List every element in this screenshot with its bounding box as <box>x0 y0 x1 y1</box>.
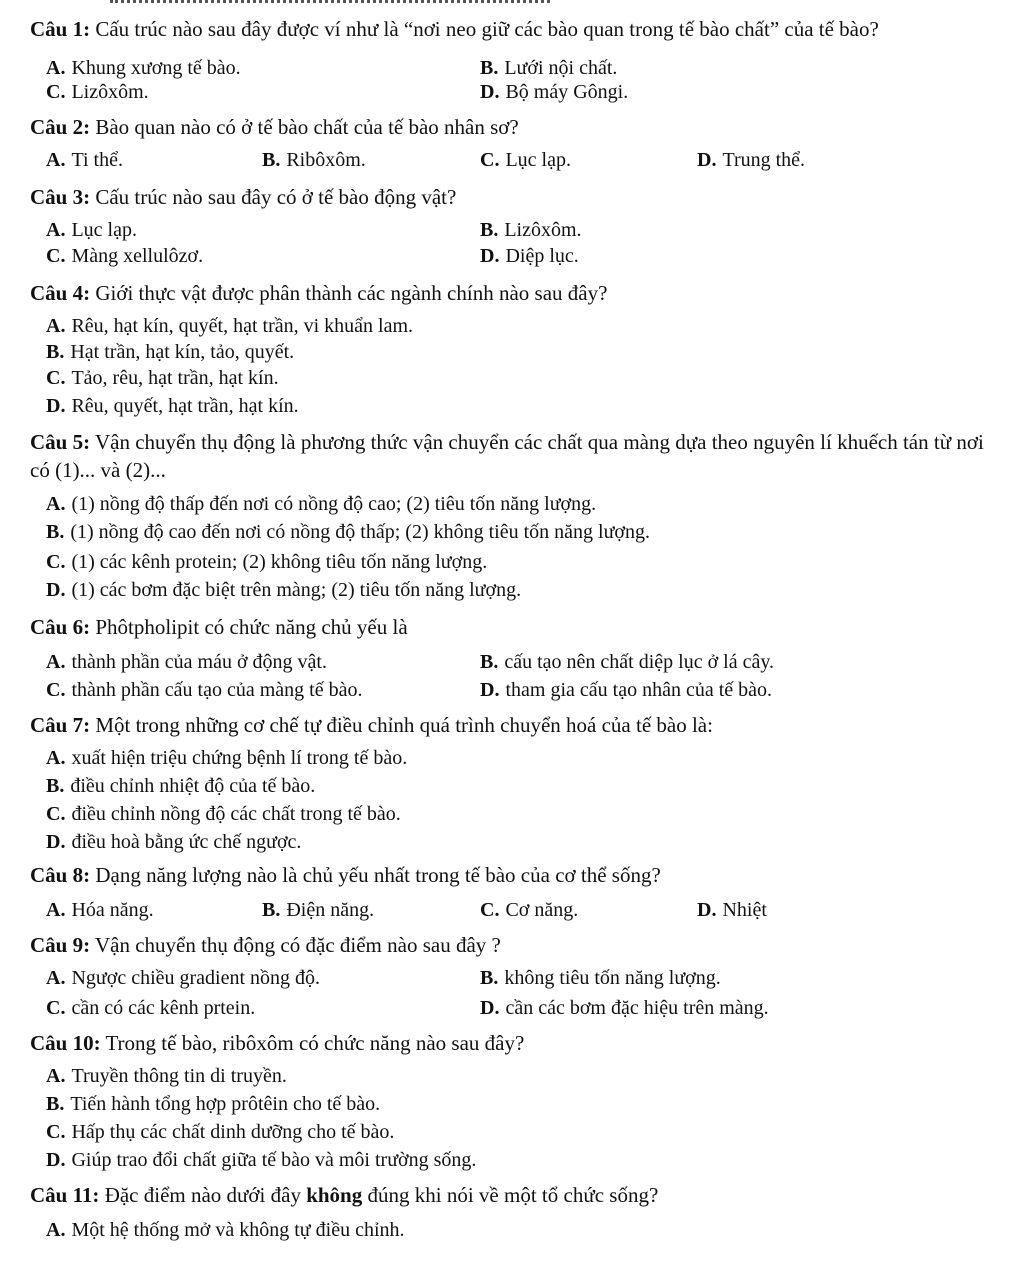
option-text: Hóa năng. <box>71 899 154 921</box>
option-text: Rêu, hạt kín, quyết, hạt trần, vi khuẩn lam. <box>71 315 414 337</box>
question-text: Trong tế bào, ribôxôm có chức năng nào sau đây? <box>105 1031 525 1055</box>
option-text: Ngược chiều gradient nồng độ. <box>71 967 321 989</box>
option-label: B. <box>262 149 281 171</box>
option-1c[interactable] <box>46 80 149 104</box>
option-text: Ti thể. <box>71 149 123 171</box>
question-text: Cấu trúc nào sau đây được ví như là “nơi neo giữ các bào quan trong tế bào chất” của tế bào? <box>95 17 879 41</box>
option-text: điều chỉnh nồng độ các chất trong tế bào. <box>71 803 401 825</box>
option-text: Màng xellulôzơ. <box>71 245 204 267</box>
option-label: D. <box>697 149 717 171</box>
question-text: Cấu trúc nào sau đây có ở tế bào động vật? <box>95 185 457 209</box>
question-1 <box>30 16 990 42</box>
question-7 <box>30 712 990 738</box>
option-label: B. <box>480 57 499 79</box>
option-label: A. <box>46 149 66 171</box>
option-6d[interactable] <box>480 678 772 702</box>
option-label: A. <box>46 315 66 337</box>
option-label: C. <box>46 367 66 389</box>
option-text: Hạt trần, hạt kín, tảo, quyết. <box>70 341 295 363</box>
option-text: Trung thể. <box>722 149 806 171</box>
option-label: B. <box>262 899 281 921</box>
question-number: Câu 11: <box>30 1183 100 1207</box>
option-label: D. <box>480 245 500 267</box>
option-text: Lục lạp. <box>71 219 137 241</box>
option-8a[interactable] <box>46 898 154 922</box>
option-text: Nhiệt <box>722 899 767 921</box>
option-4b[interactable] <box>46 340 294 364</box>
question-number: Câu 10: <box>30 1031 101 1055</box>
option-5c[interactable] <box>46 550 487 574</box>
question-3 <box>30 184 990 210</box>
option-label: A. <box>46 651 66 673</box>
question-text: Dạng năng lượng nào là chủ yếu nhất trong tế bào của cơ thể sống? <box>95 863 661 887</box>
option-3c[interactable] <box>46 244 203 268</box>
question-9 <box>30 932 990 958</box>
option-text: Lưới nội chất. <box>504 57 618 79</box>
option-7c[interactable] <box>46 802 401 826</box>
option-label: D. <box>480 679 500 701</box>
option-text: Cơ năng. <box>505 899 579 921</box>
question-number: Câu 7: <box>30 713 91 737</box>
option-8c[interactable] <box>480 898 578 922</box>
option-5d[interactable] <box>46 578 521 602</box>
question-text: Giới thực vật được phân thành các ngành chính nào sau đây? <box>95 281 608 305</box>
question-4 <box>30 280 990 306</box>
option-text: Ribôxôm. <box>286 149 366 171</box>
question-number: Câu 3: <box>30 185 91 209</box>
option-label: A. <box>46 899 66 921</box>
question-number: Câu 5: <box>30 430 91 454</box>
option-11a[interactable] <box>46 1218 405 1242</box>
option-text: Tảo, rêu, hạt trần, hạt kín. <box>71 367 279 389</box>
option-label: B. <box>480 219 499 241</box>
question-number: Câu 6: <box>30 615 91 639</box>
option-4c[interactable] <box>46 366 279 390</box>
question-5 <box>30 428 990 484</box>
option-8d[interactable] <box>697 898 767 922</box>
option-text: Rêu, quyết, hạt trần, hạt kín. <box>71 395 299 417</box>
option-text: thành phần của máu ở động vật. <box>71 651 327 673</box>
question-8 <box>30 862 990 888</box>
option-text: Lizôxôm. <box>504 219 582 241</box>
question-number: Câu 4: <box>30 281 91 305</box>
question-11 <box>30 1182 990 1208</box>
option-6b[interactable] <box>480 650 774 674</box>
option-label: B. <box>480 967 499 989</box>
option-label: D. <box>480 81 500 103</box>
option-text: Điện năng. <box>286 899 375 921</box>
option-text: Lục lạp. <box>505 149 571 171</box>
option-label: A. <box>46 967 66 989</box>
option-5b[interactable] <box>46 520 650 544</box>
option-text: Giúp trao đổi chất giữa tế bào và môi trường sống. <box>71 1149 477 1171</box>
question-number: Câu 1: <box>30 17 91 41</box>
option-8b[interactable] <box>262 898 374 922</box>
option-label: C. <box>480 149 500 171</box>
option-7d[interactable] <box>46 830 301 854</box>
option-10a[interactable] <box>46 1064 287 1088</box>
option-6a[interactable] <box>46 650 327 674</box>
option-text: (1) các kênh protein; (2) không tiêu tốn năng lượng. <box>71 551 488 573</box>
question-number: Câu 2: <box>30 115 91 139</box>
question-text: Bào quan nào có ở tế bào chất của tế bào nhân sơ? <box>95 115 519 139</box>
option-text: không tiêu tốn năng lượng. <box>504 967 721 989</box>
question-text: Vận chuyển thụ động là phương thức vận chuyển các chất qua màng dựa theo nguyên lí khuếch tán từ nơi có (1)... và (2)... <box>30 430 984 482</box>
option-10c[interactable] <box>46 1120 394 1144</box>
question-2 <box>30 114 990 140</box>
option-label: D. <box>46 831 66 853</box>
option-text: cấu tạo nên chất diệp lục ở lá cây. <box>504 651 775 673</box>
option-text: Khung xương tế bào. <box>71 57 241 79</box>
option-text: Hấp thụ các chất dinh dưỡng cho tế bào. <box>71 1121 395 1143</box>
header-fragment <box>110 0 550 7</box>
option-text: thành phần cấu tạo của màng tế bào. <box>71 679 363 701</box>
option-label: C. <box>46 551 66 573</box>
option-2c[interactable] <box>480 148 571 172</box>
option-text: Truyền thông tin di truyền. <box>71 1065 287 1087</box>
option-3d[interactable] <box>480 244 579 268</box>
option-label: B. <box>46 521 65 543</box>
option-6c[interactable] <box>46 678 362 702</box>
option-text: cần có các kênh prtein. <box>71 997 256 1019</box>
option-label: D. <box>697 899 717 921</box>
option-label: B. <box>46 775 65 797</box>
option-label: C. <box>46 245 66 267</box>
option-1d[interactable] <box>480 80 628 104</box>
option-7a[interactable] <box>46 746 407 770</box>
question-text-after: đúng khi nói về một tổ chức sống? <box>367 1183 659 1207</box>
option-label: A. <box>46 1065 66 1087</box>
option-label: A. <box>46 57 66 79</box>
option-2b[interactable] <box>262 148 366 172</box>
option-label: B. <box>46 341 65 363</box>
option-label: C. <box>46 679 66 701</box>
option-text: Diệp lục. <box>505 245 579 267</box>
option-text: Lizôxôm. <box>71 81 149 103</box>
option-text: điều chỉnh nhiệt độ của tế bào. <box>70 775 316 797</box>
option-2d[interactable] <box>697 148 805 172</box>
option-1b[interactable] <box>480 56 617 80</box>
option-label: D. <box>480 997 500 1019</box>
option-9b[interactable] <box>480 966 721 990</box>
option-10b[interactable] <box>46 1092 380 1116</box>
option-7b[interactable] <box>46 774 315 798</box>
option-10d[interactable] <box>46 1148 476 1172</box>
option-3a[interactable] <box>46 218 137 242</box>
question-number: Câu 9: <box>30 933 91 957</box>
option-3b[interactable] <box>480 218 582 242</box>
option-text: tham gia cấu tạo nhân của tế bào. <box>505 679 773 701</box>
option-label: D. <box>46 1149 66 1171</box>
option-label: D. <box>46 579 66 601</box>
option-label: C. <box>46 803 66 825</box>
question-6 <box>30 614 990 640</box>
question-text: Phôtpholipit có chức năng chủ yếu là <box>95 615 408 639</box>
option-9d[interactable] <box>480 996 769 1020</box>
question-text-emphasis: không <box>306 1183 363 1207</box>
option-label: A. <box>46 219 66 241</box>
option-label: B. <box>480 651 499 673</box>
question-text: Một trong những cơ chế tự điều chỉnh quá trình chuyển hoá của tế bào là: <box>95 713 713 737</box>
option-text: Tiến hành tổng hợp prôtêin cho tế bào. <box>70 1093 381 1115</box>
option-2a[interactable] <box>46 148 123 172</box>
question-number: Câu 8: <box>30 863 91 887</box>
option-label: C. <box>46 997 66 1019</box>
option-label: A. <box>46 747 66 769</box>
option-9a[interactable] <box>46 966 320 990</box>
question-text: Vận chuyển thụ động có đặc điểm nào sau đây ? <box>94 933 501 957</box>
question-text-before: Đặc điểm nào dưới đây <box>104 1183 301 1207</box>
option-label: A. <box>46 493 66 515</box>
option-9c[interactable] <box>46 996 255 1020</box>
option-label: C. <box>46 81 66 103</box>
option-label: B. <box>46 1093 65 1115</box>
option-text: cần các bơm đặc hiệu trên màng. <box>505 997 769 1019</box>
option-4a[interactable] <box>46 314 413 338</box>
option-label: D. <box>46 395 66 417</box>
option-text: (1) các bơm đặc biệt trên màng; (2) tiêu tốn năng lượng. <box>71 579 522 601</box>
option-5a[interactable] <box>46 492 596 516</box>
option-text: (1) nồng độ thấp đến nơi có nồng độ cao; (2) tiêu tốn năng lượng. <box>71 493 597 515</box>
option-text: Một hệ thống mở và không tự điều chỉnh. <box>71 1219 405 1241</box>
option-label: C. <box>46 1121 66 1143</box>
option-label: C. <box>480 899 500 921</box>
option-4d[interactable] <box>46 394 299 418</box>
option-text: (1) nồng độ cao đến nơi có nồng độ thấp; (2) không tiêu tốn năng lượng. <box>70 521 651 543</box>
option-text: điều hoà bằng ức chế ngược. <box>71 831 302 853</box>
option-text: xuất hiện triệu chứng bệnh lí trong tế bào. <box>71 747 408 769</box>
option-text: Bộ máy Gôngi. <box>505 81 629 103</box>
option-label: A. <box>46 1219 66 1241</box>
question-10 <box>30 1030 990 1056</box>
option-1a[interactable] <box>46 56 241 80</box>
